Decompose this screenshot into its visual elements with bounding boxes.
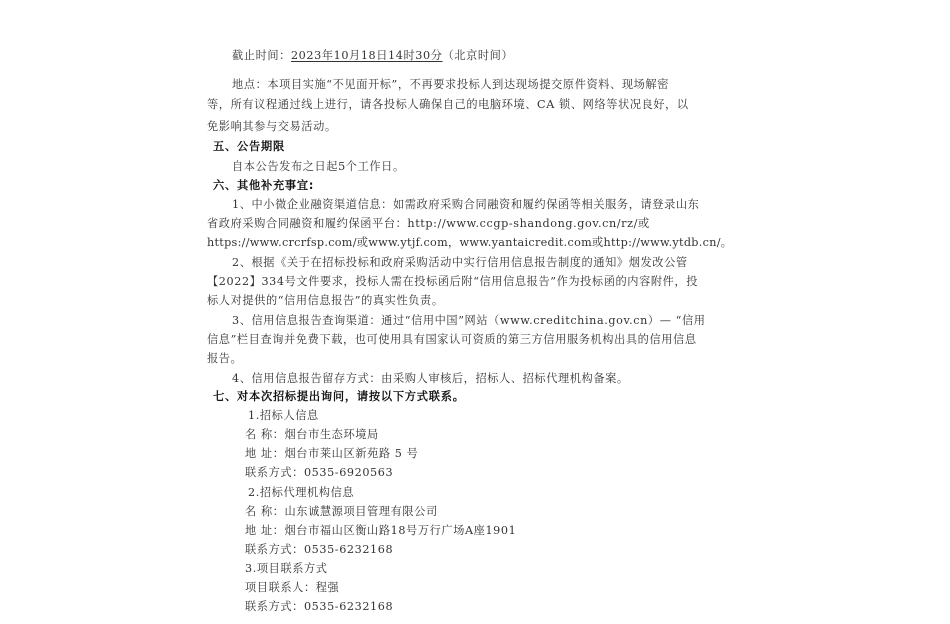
tenderer-address: 地 址：烟台市莱山区新苑路 5 号 bbox=[245, 447, 419, 460]
section-6-item-1-line-2: 省政府采购合同融资和履约保函平台：http://www.ccgp-shandong.gov.cn/rz/或 bbox=[207, 217, 650, 230]
tenderer-name: 名 称：烟台市生态环境局 bbox=[245, 428, 379, 441]
agency-name: 名 称：山东诚慧源项目管理有限公司 bbox=[245, 505, 438, 518]
section-6-item-3-line-1: 3、信用信息报告查询渠道：通过“信用中国”网站（www.creditchina.gov.cn）— “信用 bbox=[232, 314, 706, 327]
section-7-heading: 七、对本次招标提出询问，请按以下方式联系。 bbox=[213, 390, 465, 403]
project-contact-person: 项目联系人：程强 bbox=[245, 581, 340, 594]
section-6-item-1-line-3: https://www.crcrfsp.com/或www.ytjf.com，www.yantaicredit.com或http://www.ytdb.cn/。 bbox=[207, 236, 733, 249]
deadline-line bbox=[232, 49, 513, 63]
agency-contact: 联系方式：0535-6232168 bbox=[245, 543, 394, 556]
agency-address: 地 址：烟台市福山区衡山路18号万行广场A座1901 bbox=[245, 524, 517, 537]
section-5-heading: 五、公告期限 bbox=[213, 140, 285, 153]
tenderer-contact: 联系方式：0535-6920563 bbox=[245, 466, 394, 479]
section-6-item-4: 4、信用信息报告留存方式：由采购人审核后，招标人、招标代理机构备案。 bbox=[232, 372, 629, 385]
section-6-item-2-line-1: 2、根据《关于在招标投标和政府采购活动中实行信用信息报告制度的通知》烟发改公管 bbox=[232, 256, 688, 269]
location-line-3: 免影响其参与交易活动。 bbox=[207, 120, 337, 133]
location-line-2: 等，所有议程通过线上进行，请各投标人确保自己的电脑环境、CA 锁、网络等状况良好，以 bbox=[207, 98, 689, 111]
section-6-item-1-line-1: 1、中小微企业融资渠道信息：如需政府采购合同融资和履约保函等相关服务，请登录山东 bbox=[232, 198, 700, 211]
section-6-heading: 六、其他补充事宜: bbox=[213, 179, 315, 192]
deadline-time: 2023年10月18日14时30分 bbox=[290, 49, 443, 62]
section-5-text: 自本公告发布之日起5个工作日。 bbox=[232, 160, 405, 173]
section-6-item-2-line-2: 【2022】334号文件要求，投标人需在投标函后附“信用信息报告”作为投标函的内容附件，投 bbox=[207, 275, 699, 288]
location-line-1: 地点：本项目实施“不见面开标”，不再要求投标人到达现场提交原件资料、现场解密 bbox=[232, 78, 669, 91]
project-contact-phone: 联系方式：0535-6232168 bbox=[245, 600, 394, 613]
section-6-item-3-line-3: 报告。 bbox=[207, 352, 243, 365]
agency-title: 2.招标代理机构信息 bbox=[248, 486, 355, 499]
section-6-item-3-line-2: 信息”栏目查询并免费下载，也可使用具有国家认可资质的第三方信用服务机构出具的信用信息 bbox=[207, 333, 697, 346]
deadline-label: 截止时间： bbox=[232, 49, 291, 62]
tenderer-title: 1.招标人信息 bbox=[248, 409, 319, 422]
section-6-item-2-line-3: 标人对提供的“信用信息报告”的真实性负责。 bbox=[207, 294, 444, 307]
project-contact-title: 3.项目联系方式 bbox=[245, 562, 328, 575]
deadline-timezone: （北京时间） bbox=[442, 49, 514, 62]
